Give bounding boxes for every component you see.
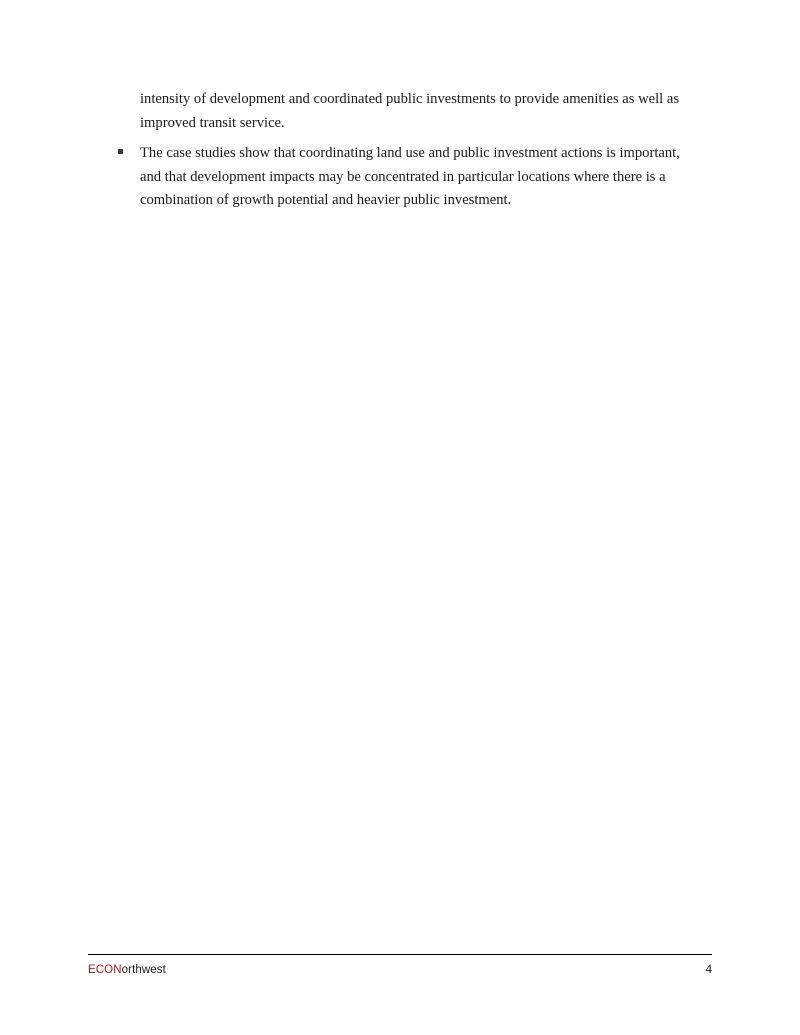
footer-content [88,961,712,977]
footer-divider [88,954,712,955]
continued-paragraph: intensity of development and coordinated public investments to provide amenities as well as improved transit service. [140,91,680,131]
list-item [140,142,692,213]
page-footer [88,954,712,980]
brand-logo-secondary: orthwest [121,964,166,976]
brand-logo [88,964,166,976]
list-item-text: The case studies show that coordinating land use and public investment actions is important, and that development impacts may be concentrated in particular locations where there is a combination of growth potential and heavier public investment. [140,145,680,208]
square-bullet-icon [118,149,123,154]
bullet-list [110,142,695,213]
brand-logo-primary: ECON [88,964,122,976]
page-number: 4 [705,961,712,976]
page-content [110,88,695,213]
